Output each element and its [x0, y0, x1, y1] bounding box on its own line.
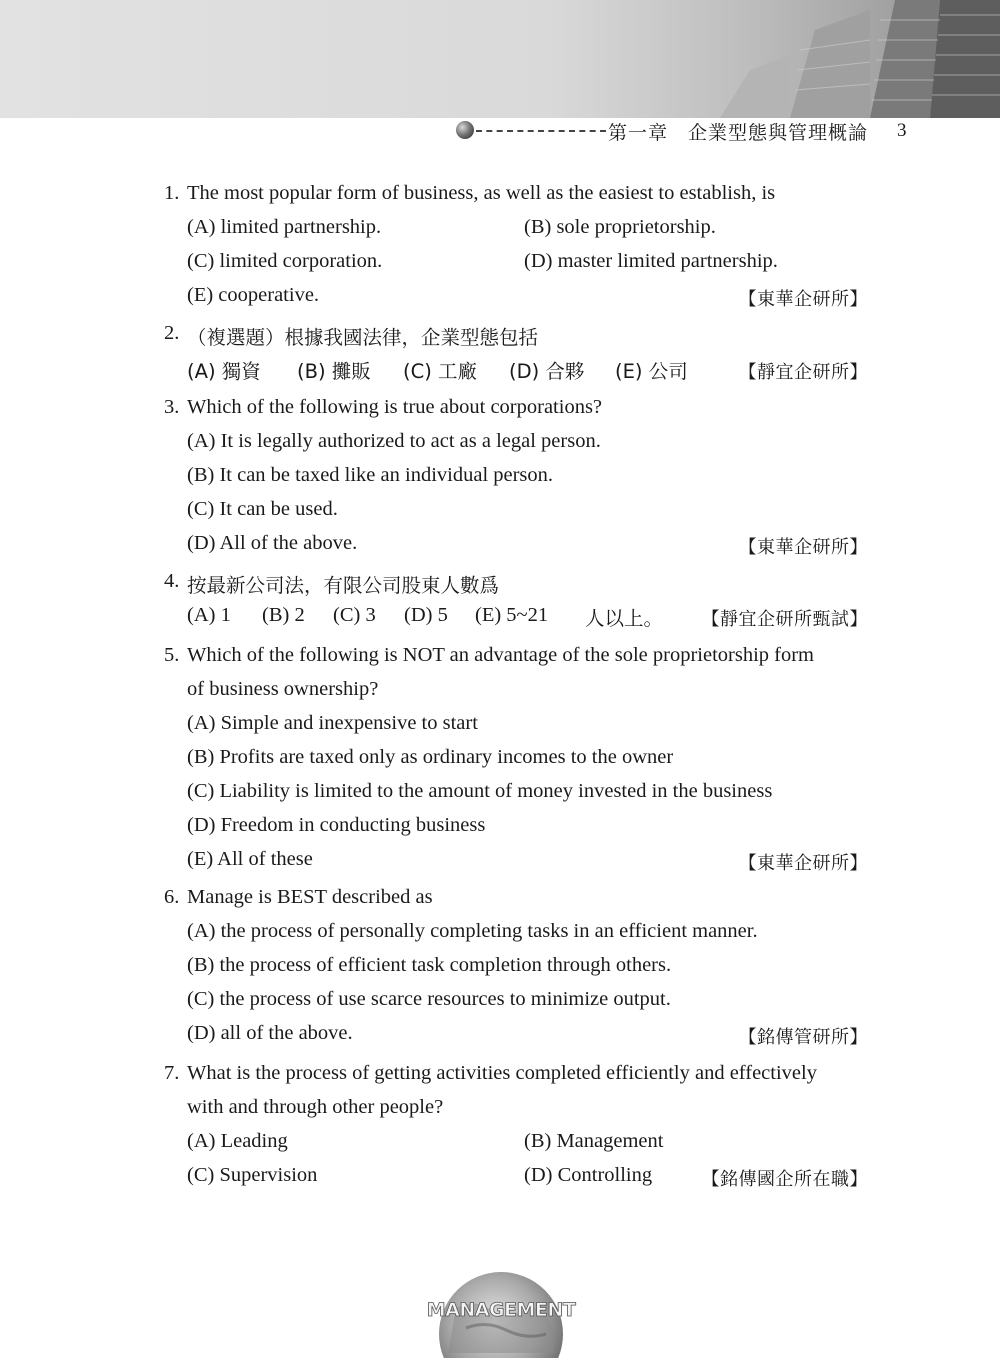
- option: (B) the process of efficient task completion through others.: [187, 954, 672, 976]
- option: (C) 工廠: [403, 360, 478, 383]
- source-tag: 【銘傳管研所】: [738, 1027, 868, 1048]
- option: (E) 公司: [615, 360, 688, 383]
- question-number: 3.: [164, 396, 180, 418]
- option: (B) sole proprietorship.: [524, 216, 716, 238]
- dotted-leader: [476, 130, 606, 132]
- option: (A) limited partnership.: [187, 216, 382, 238]
- option: (D) master limited partnership.: [524, 250, 778, 272]
- option: (A) 獨資: [187, 360, 261, 383]
- question-stem: （複選題）根據我國法律，企業型態包括: [187, 326, 539, 349]
- chapter-title: 第一章 企業型態與管理概論: [608, 122, 869, 144]
- question-stem: The most popular form of business, as well as the easiest to establish, is: [187, 182, 776, 204]
- option: (E) All of these: [187, 848, 313, 870]
- option: (D) All of the above.: [187, 532, 358, 554]
- option: (C) limited corporation.: [187, 250, 383, 272]
- option: (B) 2: [262, 604, 305, 626]
- option: (B) Management: [524, 1130, 664, 1152]
- logo-text: MANAGEMENT: [426, 1299, 576, 1321]
- option: (C) Liability is limited to the amount of money invested in the business: [187, 780, 773, 802]
- header-banner: [0, 0, 1000, 118]
- option: (E) cooperative.: [187, 284, 320, 306]
- bullet-icon: [456, 121, 474, 139]
- source-tag: 【靜宜企研所甄試】: [701, 609, 868, 630]
- question-stem: Which of the following is NOT an advantage of the sole proprietorship form: [187, 644, 814, 666]
- option: (A) Simple and inexpensive to start: [187, 712, 478, 734]
- option: (A) It is legally authorized to act as a legal person.: [187, 430, 601, 452]
- option: (E) 5~21: [475, 604, 549, 626]
- building-graphic: [640, 0, 1000, 118]
- option: (D) all of the above.: [187, 1022, 353, 1044]
- source-tag: 【東華企研所】: [738, 289, 868, 310]
- option: (D) Freedom in conducting business: [187, 814, 486, 836]
- question-stem: Which of the following is true about corporations?: [187, 396, 603, 418]
- option: (D) 合夥: [509, 360, 585, 383]
- option: (C) It can be used.: [187, 498, 338, 520]
- source-tag: 【東華企研所】: [738, 537, 868, 558]
- option: (B) It can be taxed like an individual person.: [187, 464, 554, 486]
- option: (D) Controlling: [524, 1164, 653, 1186]
- management-globe-logo: [426, 1268, 576, 1353]
- option: (C) Supervision: [187, 1164, 318, 1186]
- option-suffix: 人以上。: [585, 607, 664, 630]
- option: (C) the process of use scarce resources to minimize output.: [187, 988, 671, 1010]
- question-number: 6.: [164, 886, 180, 908]
- option: (C) 3: [333, 604, 376, 626]
- option: (A) 1: [187, 604, 231, 626]
- source-tag: 【銘傳國企所在職】: [701, 1169, 868, 1190]
- source-tag: 【靜宜企研所】: [738, 362, 868, 383]
- option: (B) Profits are taxed only as ordinary incomes to the owner: [187, 746, 674, 768]
- option: (A) Leading: [187, 1130, 288, 1152]
- question-number: 1.: [164, 182, 180, 204]
- option: (B) 攤販: [297, 360, 371, 383]
- source-tag: 【東華企研所】: [738, 853, 868, 874]
- question-number: 7.: [164, 1062, 180, 1084]
- question-stem: with and through other people?: [187, 1096, 444, 1118]
- question-number: 4.: [164, 570, 180, 592]
- option: (A) the process of personally completing tasks in an efficient manner.: [187, 920, 758, 942]
- question-number: 5.: [164, 644, 180, 666]
- running-header: [456, 118, 916, 146]
- question-stem: of business ownership?: [187, 678, 379, 700]
- option: (D) 5: [404, 604, 448, 626]
- question-stem: What is the process of getting activities completed efficiently and effectively: [187, 1062, 817, 1084]
- question-stem: 按最新公司法，有限公司股東人數爲: [187, 574, 500, 597]
- question-number: 2.: [164, 322, 180, 344]
- question-stem: Manage is BEST described as: [187, 886, 433, 908]
- page-number: 3: [897, 120, 907, 141]
